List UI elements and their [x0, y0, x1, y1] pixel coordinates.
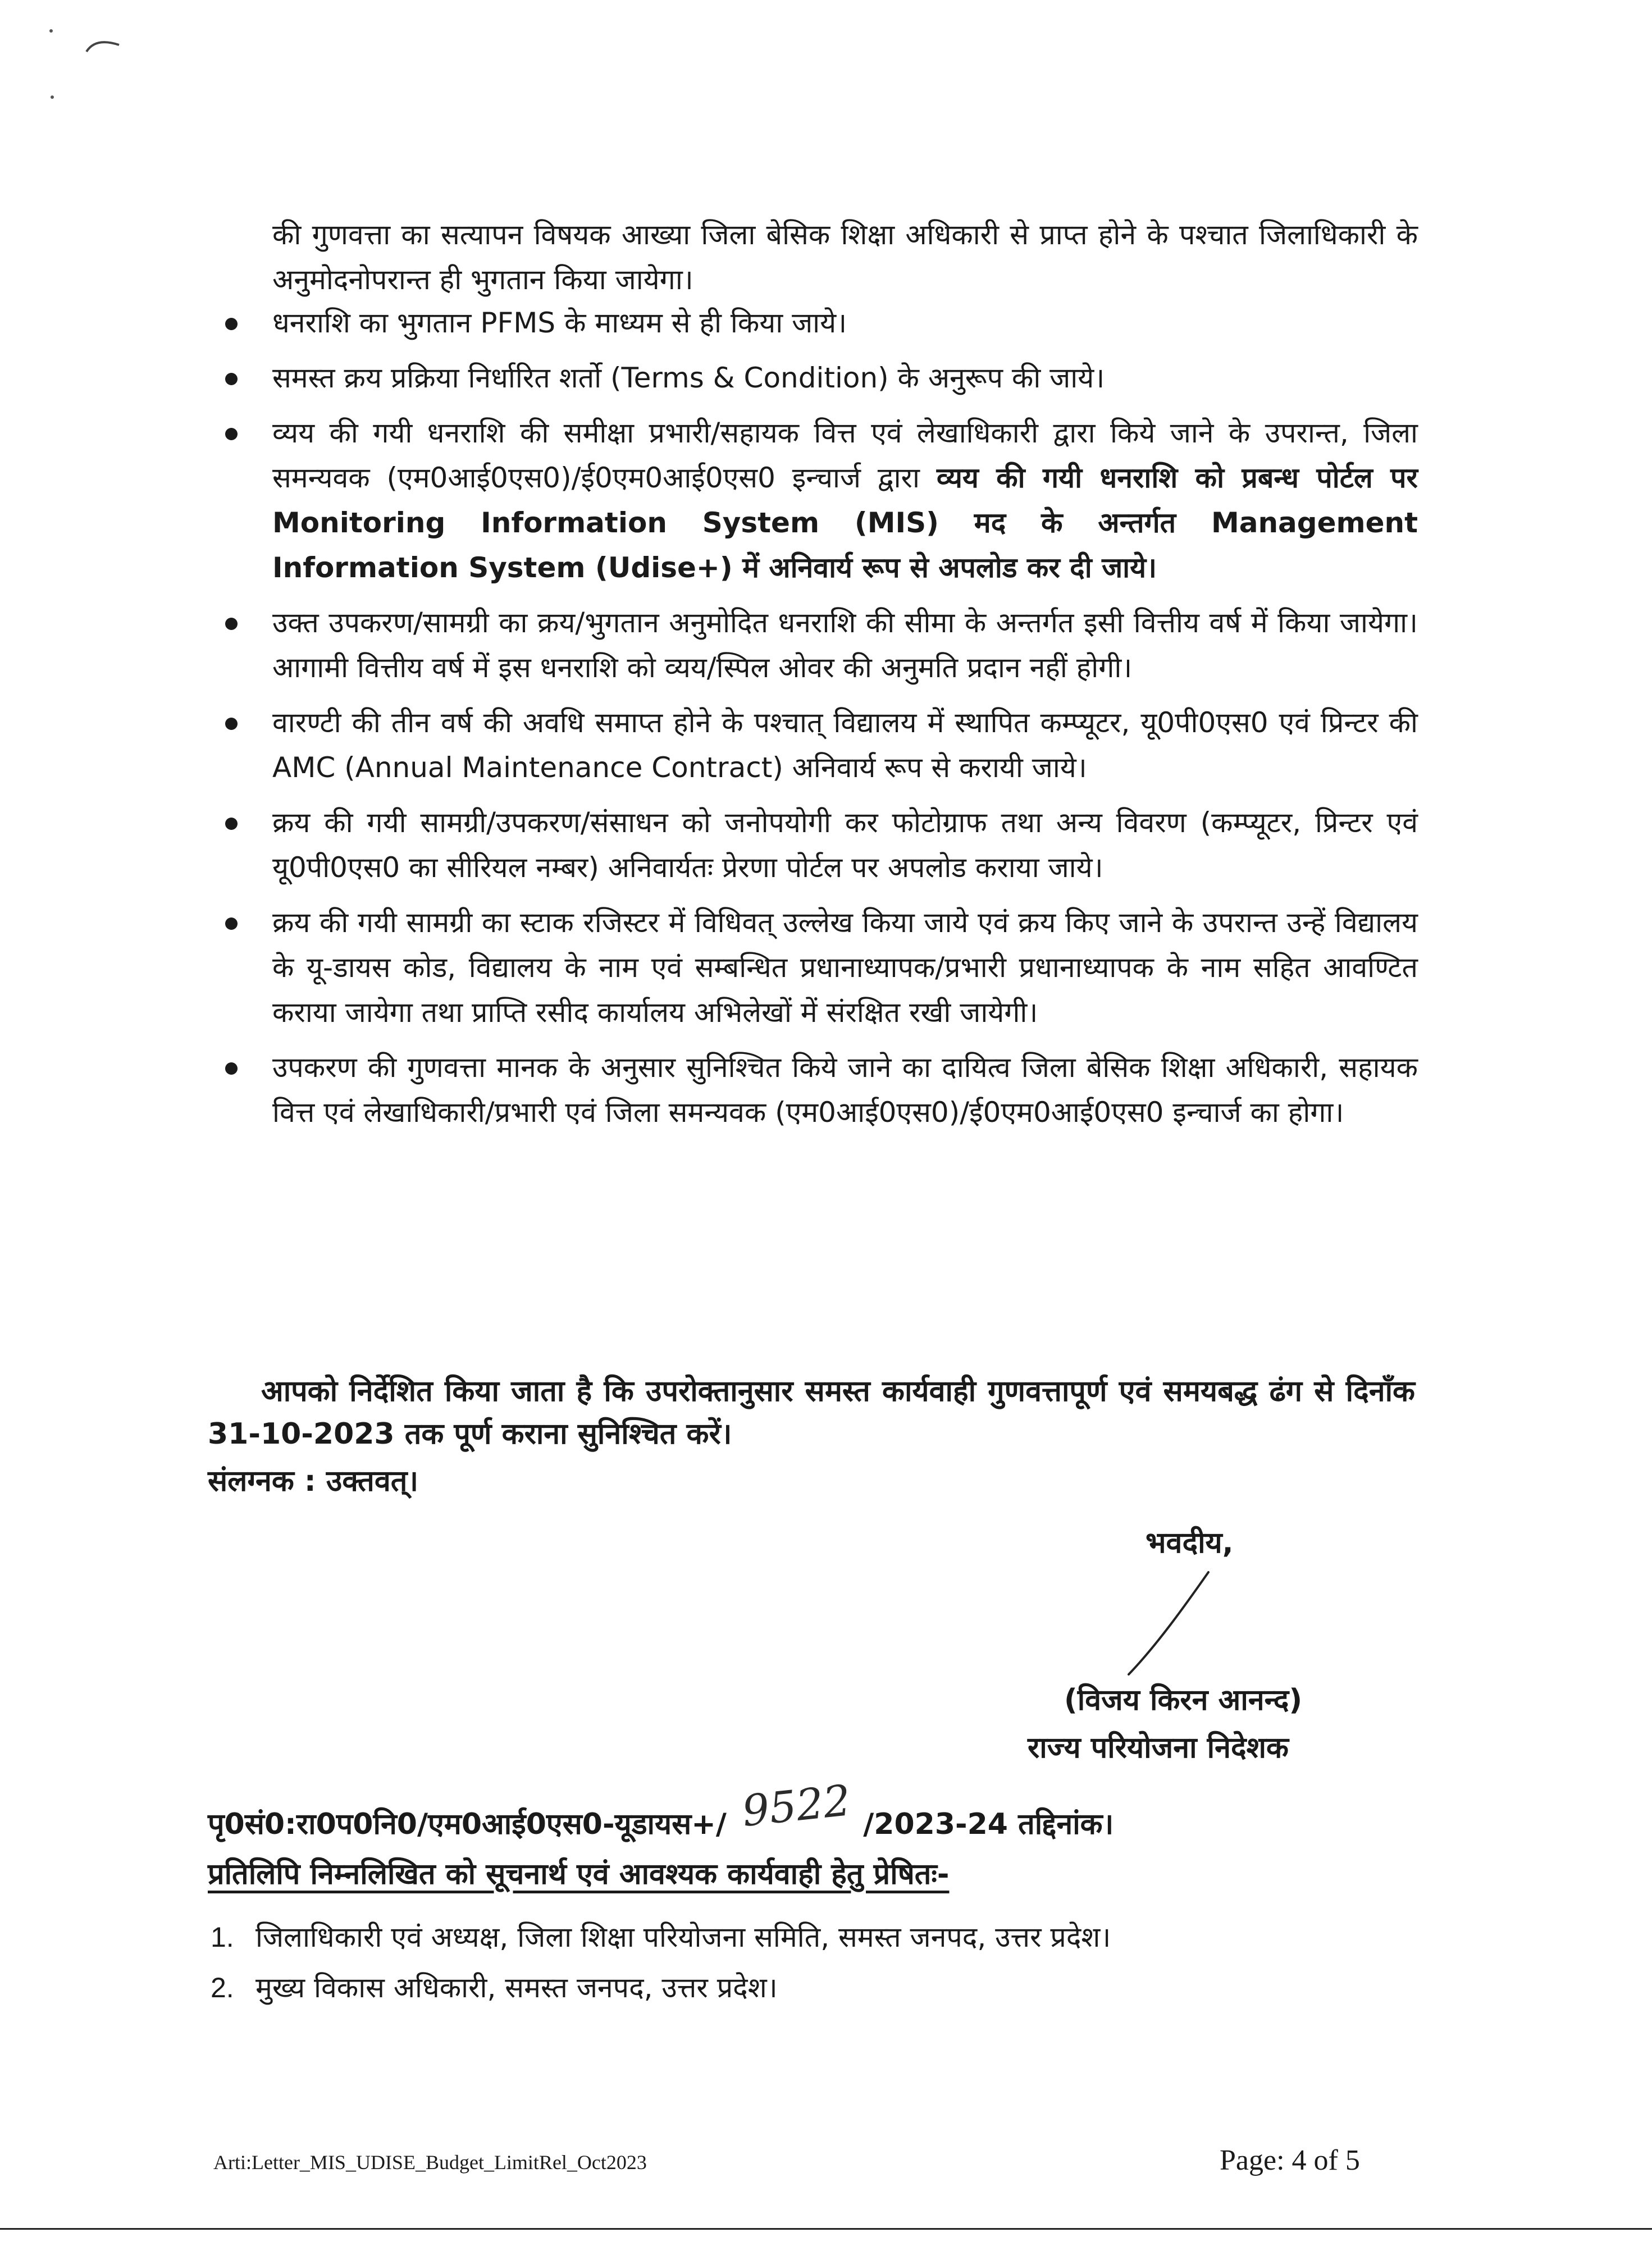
salutation: भवदीय, — [1146, 1526, 1234, 1560]
bullet-dot-icon — [225, 718, 238, 730]
reference-line — [208, 1775, 1499, 1844]
copy-item-text: मुख्य विकास अधिकारी, समस्त जनपद, उत्तर प्रदेश। — [255, 1971, 778, 2004]
bullet-text: समस्त क्रय प्रक्रिया निर्धारित शर्तो (Terms & Condition) के अनुरूप की जाये। — [272, 362, 1105, 394]
scan-artifact-mark — [84, 35, 124, 57]
signature-mark — [1117, 1567, 1219, 1679]
scan-bottom-rule — [0, 2228, 1652, 2230]
bullet-text: उपकरण की गुणवत्ता मानक के अनुसार सुनिश्चित किये जाने का दायित्व जिला बेसिक शिक्षा अधिकारी, सहायक वित्त एवं लेखाधिकारी/प्रभारी एवं जिला समन्यवक (एम0आई0एस0)/ई0एम0आई0एस0 इन्चार्ज का होगा। — [272, 1051, 1418, 1129]
bullet-text-emphasis: व्यय की गयी धनराशि को प्रबन्ध पोर्टल पर Monitoring Information System (MIS) मद के अन्तर्गत Management Information System (Udise+) में अनिवार्य रूप से अपलोड कर दी जाये। — [272, 462, 1418, 584]
bullet-dot-icon — [225, 618, 238, 630]
bullet-dot-icon — [225, 1062, 238, 1075]
copy-item-number: 1. — [211, 1921, 234, 1953]
continued-paragraph: की गुणवत्ता का सत्यापन विषयक आख्या जिला बेसिक शिक्षा अधिकारी से प्राप्त होने के पश्चात जिलाधिकारी के अनुमोदनोपरान्त ही भुगतान किया जायेगा। — [272, 218, 1418, 296]
copy-list-item — [211, 1912, 1111, 1962]
bullet-dot-icon — [225, 373, 238, 385]
copy-item-text: जिलाधिकारी एवं अध्यक्ष, जिला शिक्षा परियोजना समिति, समस्त जनपद, उत्तर प्रदेश। — [255, 1921, 1111, 1953]
bullet-list — [222, 300, 1418, 1145]
bullet-dot-icon — [225, 917, 238, 930]
bullet-text: व्यय की गयी धनराशि की समीक्षा प्रभारी/सहायक वित्त एवं लेखाधिकारी द्वारा किये जाने के उपरान्त, जिला समन्यवक (एम0आई0एस0)/ई0एम0आई0एस0 इन्चार्ज द्वारा — [272, 417, 1418, 494]
bullet-dot-icon — [225, 318, 238, 330]
bullet-item — [222, 300, 1418, 345]
reference-prefix: पृ0सं0:रा0प0नि0/एम0आई0एस0-यूडायस+/ — [208, 1807, 727, 1841]
bullet-item — [222, 410, 1418, 590]
signatory-designation: राज्य परियोजना निदेशक — [1028, 1731, 1289, 1765]
bullet-item — [222, 1045, 1418, 1135]
enclosure-note: संलग्नक : उक्तवत्। — [208, 1464, 419, 1498]
bullet-text: धनराशि का भुगतान PFMS के माध्यम से ही किया जाये। — [272, 307, 847, 339]
bullet-item — [222, 355, 1418, 400]
reference-suffix: /2023-24 तद्दिनांक। — [863, 1807, 1114, 1841]
copy-list — [211, 1912, 1111, 2013]
copy-list-item — [211, 1962, 1111, 2013]
directive-paragraph — [208, 1370, 1415, 1455]
copy-item-number: 2. — [211, 1972, 234, 2003]
bullet-dot-icon — [225, 818, 238, 830]
signatory-name: (विजय किरन आनन्द) — [1064, 1683, 1303, 1717]
page-number: Page: 4 of 5 — [1220, 2144, 1360, 2176]
bullet-text: क्रय की गयी सामग्री का स्टाक रजिस्टर में विधिवत् उल्लेख किया जाये एवं क्रय किए जाने के उपरान्त उन्हें विद्यालय के यू-डायस कोड, विद्यालय के नाम एवं सम्बन्धित प्रधानाध्यापक/प्रभारी प्रधानाध्यापक के नाम सहित आवण्टित कराया जायेगा तथा प्राप्ति रसीद कार्यालय अभिलेखों में संरक्षित रखी जायेगी। — [272, 906, 1418, 1029]
copy-heading: प्रतिलिपि निम्नलिखित को सूचनार्थ एवं आवश्यक कार्यवाही हेतु प्रेषितः- — [208, 1857, 950, 1891]
directive-text: आपको निर्देशित किया जाता है कि उपरोक्तानुसार समस्त कार्यवाही गुणवत्तापूर्ण एवं समयबद्ध ढंग से दिनाँक 31-10-2023 तक पूर्ण कराना सुनिश्चित करें। — [208, 1375, 1415, 1451]
bullet-text: उक्त उपकरण/सामग्री का क्रय/भुगतान अनुमोदित धनराशि की सीमा के अन्तर्गत इसी वित्तीय वर्ष में किया जायेगा। आगामी वित्तीय वर्ष में इस धनराशि को व्यय/स्पिल ओवर की अनुमति प्रदान नहीं होगी। — [272, 606, 1418, 684]
bullet-dot-icon — [225, 428, 238, 440]
bullet-text: क्रय की गयी सामग्री/उपकरण/संसाधन को जनोपयोगी कर फोटोग्राफ तथा अन्य विवरण (कम्प्यूटर, प्रिन्टर एवं यू0पी0एस0 का सीरियल नम्बर) अनिवार्यतः प्रेरणा पोर्टल पर अपलोड कराया जाये। — [272, 806, 1418, 884]
handwritten-reference-number: 9522 — [740, 1775, 853, 1836]
footer-file-reference: Arti:Letter_MIS_UDISE_Budget_LimitRel_Oct2023 — [213, 2151, 647, 2174]
bullet-item — [222, 800, 1418, 890]
bullet-item — [222, 700, 1418, 790]
bullet-item — [222, 600, 1418, 690]
scan-artifact-dot — [49, 29, 53, 33]
scan-artifact-dot — [51, 95, 54, 99]
bullet-item — [222, 900, 1418, 1035]
bullet-text: वारण्टी की तीन वर्ष की अवधि समाप्त होने के पश्चात् विद्यालय में स्थापित कम्प्यूटर, यू0पी0एस0 एवं प्रिन्टर की AMC (Annual Maintenance Contract) अनिवार्य रूप से करायी जाये। — [272, 706, 1418, 784]
